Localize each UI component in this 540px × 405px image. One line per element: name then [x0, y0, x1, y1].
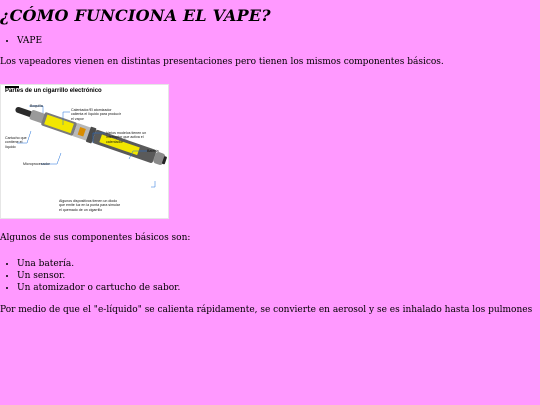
components-list: [0, 258, 180, 294]
label-bateria: Batería: [147, 149, 159, 153]
label-calentador: Calentador/El atomizador calienta el líquido para producir el vapor: [71, 108, 121, 121]
leader-diodo: [151, 181, 155, 187]
components-intro: Algunos de sus componentes básicos son:: [0, 233, 191, 243]
intro-paragraph: Los vapeadores vienen en distintas presentaciones pero tienen los mismos componentes básicos.: [0, 57, 444, 67]
figure-title: Partes de un cigarrillo electrónico: [5, 88, 102, 94]
label-boquilla: Boquilla: [30, 104, 43, 108]
list-item: • Una batería.: [17, 258, 180, 270]
e-cigarette-diagram: [0, 84, 169, 219]
label-microprocesador: Microprocesador: [23, 162, 50, 166]
list-item: • Un sensor.: [17, 270, 180, 282]
label-modelos: Varios modelos tienen un interruptor que activa el calentador: [106, 131, 147, 144]
list-item: • VAPE: [17, 36, 42, 47]
top-list: [0, 36, 42, 47]
closing-paragraph: Por medio de que el "e-líquido" se calienta rápidamente, se convierte en aerosol y se es inhalado hasta los pulmones: [0, 305, 533, 315]
page-title: ¿CÓMO FUNCIONA EL VAPE?: [0, 6, 271, 25]
list-item: • Un atomizador o cartucho de sabor.: [17, 282, 180, 294]
label-cartucho: Cartucho que contiene el líquido: [5, 136, 27, 149]
label-diodo: Algunos dispositivos tienen un diodo que emite luz en la punta para simular el quemado de un cigarrillo: [59, 199, 120, 212]
